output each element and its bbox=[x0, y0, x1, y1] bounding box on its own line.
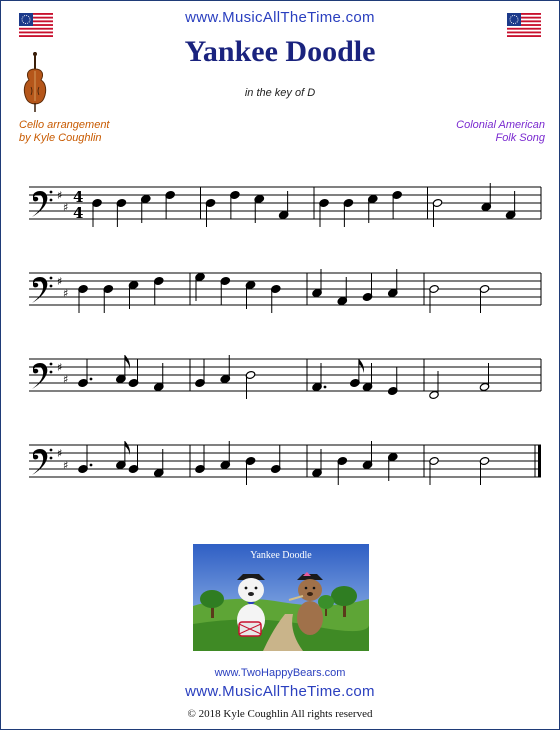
us-flag-icon bbox=[19, 13, 53, 37]
sharp-sign: ♯ bbox=[57, 275, 63, 288]
clef-dot bbox=[50, 191, 53, 194]
dot bbox=[324, 386, 327, 389]
eighth-flag bbox=[359, 359, 364, 373]
arrangement-line: Cello arrangement bbox=[19, 119, 110, 131]
sharp-sign: ♯ bbox=[63, 373, 69, 386]
clef-dot bbox=[50, 457, 53, 460]
key-subtitle: in the key of D bbox=[244, 87, 316, 99]
clef-dot bbox=[50, 277, 53, 280]
dot bbox=[90, 464, 93, 467]
site-link-bottom[interactable]: www.MusicAllTheTime.com bbox=[185, 683, 375, 700]
arrangement-credit bbox=[19, 119, 110, 145]
clef-dot bbox=[50, 285, 53, 288]
sharp-sign: ♯ bbox=[57, 361, 63, 374]
origin-line: Colonial American bbox=[456, 119, 545, 131]
song-title: Yankee Doodle bbox=[184, 35, 376, 68]
time-signature-bottom: 4 bbox=[73, 204, 84, 222]
arranger-line: by Kyle Coughlin bbox=[19, 132, 102, 144]
dot bbox=[90, 378, 93, 381]
final-barline bbox=[538, 445, 541, 477]
two-happy-bears-link[interactable]: www.TwoHappyBears.com bbox=[214, 667, 346, 679]
us-flag-icon bbox=[507, 13, 541, 37]
clef-dot bbox=[50, 449, 53, 452]
clef-dot bbox=[50, 199, 53, 202]
promo-title: Yankee Doodle bbox=[250, 550, 312, 561]
song-origin bbox=[456, 119, 545, 145]
sharp-sign: ♯ bbox=[63, 201, 69, 214]
time-signature-top: 4 bbox=[73, 188, 84, 206]
sharp-sign: ♯ bbox=[57, 447, 63, 460]
cello-icon bbox=[21, 51, 49, 113]
sharp-sign: ♯ bbox=[57, 189, 63, 202]
sharp-sign: ♯ bbox=[63, 287, 69, 300]
copyright-notice: © 2018 Kyle Coughlin All rights reserved bbox=[187, 708, 373, 720]
sharp-sign: ♯ bbox=[63, 459, 69, 472]
music-score bbox=[1, 159, 559, 519]
clef-dot bbox=[50, 371, 53, 374]
site-link-top[interactable]: www.MusicAllTheTime.com bbox=[185, 9, 375, 26]
origin-type-line: Folk Song bbox=[495, 132, 545, 144]
promo-image[interactable] bbox=[193, 544, 369, 651]
clef-dot bbox=[50, 363, 53, 366]
